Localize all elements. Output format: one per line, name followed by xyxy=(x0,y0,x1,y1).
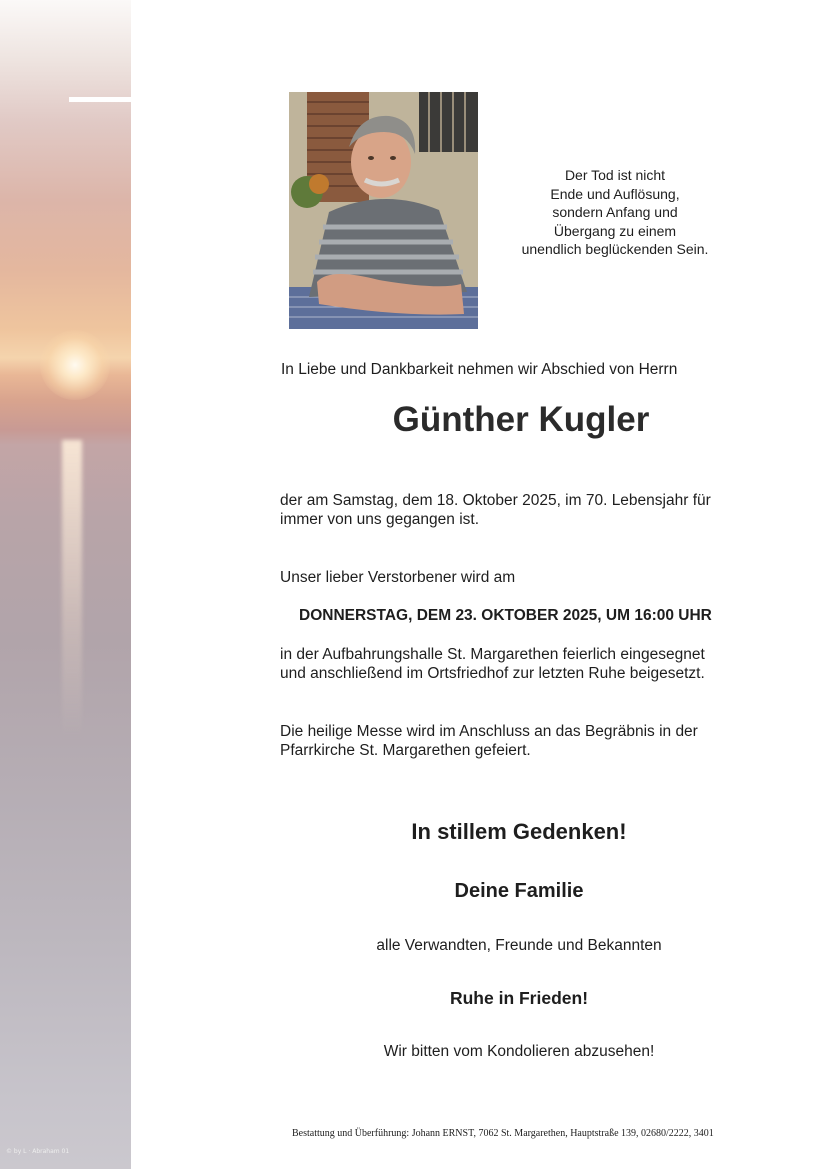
sun-glow xyxy=(40,330,110,400)
sun-reflection xyxy=(62,440,82,740)
sunset-sea-sidebar xyxy=(0,0,131,1169)
mass-line: Die heilige Messe wird im Anschluss an das Begräbnis in der xyxy=(280,723,698,740)
funeral-home-footer: Bestattung und Überführung: Johann ERNST, 7062 St. Margarethen, Hauptstraße 139, 02680/2222, 3401 xyxy=(292,1128,714,1139)
quote-line: Ende und Auflösung, xyxy=(550,185,680,202)
kondolieren-notice: Wir bitten vom Kondolieren abzusehen! xyxy=(383,1043,655,1060)
burial-line: in der Aufbahrungshalle St. Margarethen feierlich eingesegnet xyxy=(280,646,705,663)
passing-line: der am Samstag, dem 18. Oktober 2025, im 70. Lebensjahr für xyxy=(280,492,711,509)
intro-text: In Liebe und Dankbarkeit nehmen wir Abschied von Herrn xyxy=(281,361,678,378)
quote-line: sondern Anfang und xyxy=(552,204,678,220)
quote-line: Der Tod ist nicht xyxy=(564,167,666,183)
image-credit: © by L · Abraham 01 xyxy=(6,1148,70,1155)
portrait-photo xyxy=(289,92,478,329)
burial-line: und anschließend im Ortsfriedhof zur letzten Ruhe beigesetzt. xyxy=(280,665,705,682)
passing-text xyxy=(280,491,750,529)
deceased-name: Günther Kugler xyxy=(392,400,650,439)
quote-line: unendlich beglückenden Sein. xyxy=(521,241,709,257)
white-strip xyxy=(69,97,131,102)
announcement-text: Unser lieber Verstorbener wird am xyxy=(280,569,516,586)
quote-line: Übergang zu einem xyxy=(553,222,677,239)
mass-line: Pfarrkirche St. Margarethen gefeiert. xyxy=(280,742,531,759)
gedenken-heading: In stillem Gedenken! xyxy=(411,819,627,844)
quote xyxy=(505,166,725,259)
funeral-date: DONNERSTAG, DEM 23. OKTOBER 2025, UM 16:00 UHR xyxy=(299,607,712,624)
ruhe-heading: Ruhe in Frieden! xyxy=(449,988,589,1008)
familie-heading: Deine Familie xyxy=(454,880,584,902)
mass-text xyxy=(280,722,750,760)
verwandte-text: alle Verwandten, Freunde und Bekannten xyxy=(376,937,662,954)
passing-line: immer von uns gegangen ist. xyxy=(280,511,480,528)
burial-text xyxy=(280,645,750,683)
